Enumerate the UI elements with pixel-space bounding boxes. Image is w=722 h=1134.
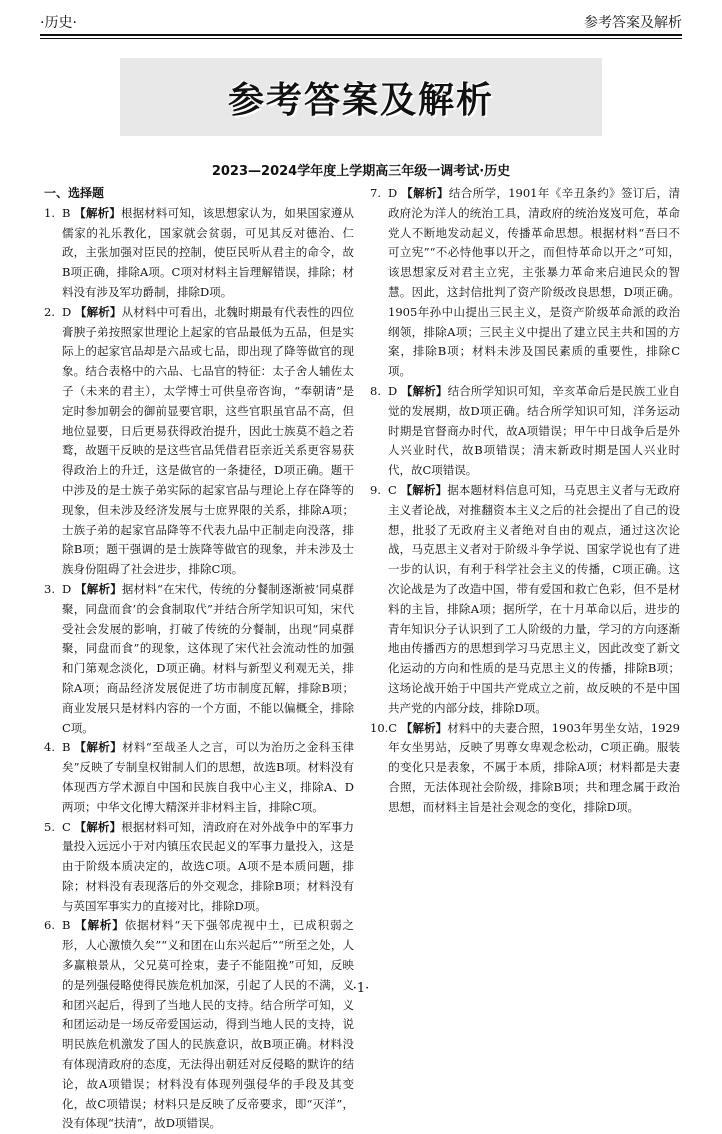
item-text: 结合所学知识可知，辛亥革命后是民族工业自觉的发展期，故D项正确。结合所学知识可知，洋务运动时期是官督商办时代，故A项错误；甲午中日战争后是外人兴业时代，故B项错误；清末新政时期是国人兴业时代，故C项错误。 bbox=[388, 383, 681, 478]
analysis-tag: 【解析】 bbox=[400, 720, 448, 735]
analysis-tag: 【解析】 bbox=[401, 383, 448, 398]
header-section-title: 参考答案及解析 bbox=[584, 15, 682, 31]
item-answer: D bbox=[62, 581, 72, 596]
item-text: 据本题材料信息可知，马克思主义者与无政府主义者论战，对推翻资本主义之后的社会提出了自己的设想，批驳了无政府主义者绝对自由的观点，通过这次论战，马克思主义者对于阶级斗争学说、国家学说也有了进一步的认识，有利于科学社会主义的传播，C项正确。这次论战是为了改造中国，带有爱国和救亡色彩，但不是材料的主旨，排除A项；据所学，在十月革命以后，进步的青年知识分子认识到了工人阶级的力量，学习的方向逐渐地由传播西方的思想到学习马克思主义，因此改变了新文化运动的方向和性质的是马克思主义的传播，排除B项；这场论战开始于中国共产党成立之前，故反映的不是中国共产党的内部分歧，排除D项。 bbox=[388, 482, 681, 715]
item-text: 材料“至哉圣人之言，可以为治历之金科玉律矣”反映了专制皇权钳制人们的思想，故选B项。材料没有体现西方学术源自中国和民族自我中心主义，排除A、D两项；中华文化博大精深并非材料主旨，排除C项。 bbox=[62, 740, 355, 814]
analysis-tag: 【解析】 bbox=[75, 918, 125, 933]
answer-item-5 bbox=[44, 818, 354, 917]
item-number: 4. bbox=[44, 740, 55, 755]
answer-item-7 bbox=[370, 184, 680, 382]
item-text: 据材料“在宋代，传统的分餐制逐渐被‘同桌群聚，同盘而食’的会食制取代”并结合所学知识可知，宋代受社会发展的影响，打破了传统的分餐制，出现“同桌群聚，同盘而食”的现象，这体现了宋代社会流动性的加强和门第观念淡化，D项正确。材料与新型义利观无关，排除A项；商品经济发展促进了坊市制度瓦解，排除B项；商业发展只是材料内容的一个方面，不能以偏概全，排除C项。 bbox=[62, 581, 354, 735]
analysis-tag: 【解析】 bbox=[401, 186, 449, 200]
item-number: 3. bbox=[44, 581, 55, 596]
section-heading: 一、选择题 bbox=[44, 186, 105, 200]
item-number: 2. bbox=[44, 304, 55, 319]
item-text: 依据材料“天下强邻虎视中土，已成积弱之形，人心激愤久矣”“义和团在山东兴起后”“所至之处，人多赢粮景从，父兄莫可拴束，妻子不能阻挽”可知，反映的是列强侵略使得民族危机加深，引起了人民的不满，义和团兴起后，得到了当地人民的支持。结合所学可知，义和团运动是一场反帝爱国运动，得到当地人民的支持，说明民族危机激发了国人的民族意识，故B项正确。材料没有体现清政府的态度，无法得出朝廷对反侵略的默许的结论，故A项错误；材料没有体现列强侵华的手段及其变化，故C项错误；材料只是反映了反帝要求，即“灭洋”，没有体现“扶清”，故D项错误。 bbox=[62, 918, 354, 1131]
item-answer: D bbox=[388, 383, 398, 398]
header-rule-thin bbox=[40, 38, 682, 39]
item-text: 结合所学，1901年《辛丑条约》签订后，清政府沦为洋人的统治工具，清政府的统治岌岌可危，革命党人不断地发动起义，传播革命思想。根据材料“吾曰不可立宪”“不必恃他事以开之，而但恃革命以开之”可知，该思想家反对君主立宪，主张暴力革命来启迪民众的智慧。因此，这封信批判了资产阶级改良思想，D项正确。1905年孙中山提出三民主义，是资产阶级革命派的政治纲领，排除A项；三民主义中提出了建立民主共和国的方案，排除B项；材料未涉及国民素质的重要性，排除C项。 bbox=[388, 186, 681, 379]
answer-item-3 bbox=[44, 580, 354, 738]
item-number: 8. bbox=[370, 383, 381, 398]
item-number: 10. bbox=[370, 720, 389, 735]
analysis-tag: 【解析】 bbox=[400, 482, 448, 497]
analysis-tag: 【解析】 bbox=[74, 740, 123, 755]
exam-subtitle: 2023—2024学年度上学期高三年级一调考试·历史 bbox=[211, 164, 511, 179]
item-number: 6. bbox=[44, 918, 55, 933]
answer-item-8 bbox=[370, 382, 680, 481]
analysis-tag: 【解析】 bbox=[74, 205, 121, 220]
title-banner bbox=[120, 58, 602, 136]
item-number: 1. bbox=[44, 205, 55, 220]
answer-item-6 bbox=[44, 916, 354, 1134]
answer-item-9 bbox=[370, 481, 680, 719]
item-number: 7. bbox=[370, 186, 381, 200]
item-answer: B bbox=[62, 205, 71, 220]
item-answer: B bbox=[62, 918, 71, 933]
header-subject: ·历史· bbox=[40, 15, 77, 31]
item-answer: B bbox=[62, 740, 71, 755]
answer-item-2 bbox=[44, 303, 354, 580]
item-text: 材料中的夫妻合照，1903年男坐女站，1929年女坐男站，反映了男尊女卑观念松动，C项正确。服装的变化只是表象，不属于本质，排除A项；材料都是夫妻合照，无法体现社会阶级，排除B项；共和理念属于政治思想，而材料主旨是社会观念的变化，排除D项。 bbox=[388, 720, 680, 814]
item-answer: D bbox=[62, 304, 72, 319]
item-text: 从材料中可看出，北魏时期最有代表性的四位膏腴子弟按照家世理论上起家的官品最低为五品，但是实际上的起家官品却是六品或七品，即出现了降等做官的现象。结合表格中的六品、七品官的特征：太子舍人辅佐太子（未来的君主），太学博士可供皇帝咨询，“奉朝请”是定时参加朝会的御前显要官职，这些官职虽官品不高，但地位显要，日后更易获得政治提升，因此士族莫不趋之若鹜，故题干反映的是这些官品凭借君臣亲近关系更容易获得政治上的升迁，这是做官的一条捷径，D项正确。题干中涉及的是士族子弟实际的起家官品与理论上存在降等的现象，但未涉及经济发展与士庶界限的关系，排除A项；士族子弟的起家官品降等不代表九品中正制走向没落，排除B项；题干强调的是士族降等做官的现象，并未涉及士族身份阻碍了社会进步，排除C项。 bbox=[62, 304, 355, 577]
item-answer: C bbox=[388, 720, 398, 735]
item-number: 9. bbox=[370, 482, 381, 497]
banner-title: 参考答案及解析 bbox=[227, 79, 494, 121]
item-text: 根据材料可知，清政府在对外战争中的军事力量投入远远小于对内镇压农民起义的军事力量投入，这是由于阶级本质决定的，故选C项。A项不是本质问题，排除；材料没有表现落后的外交观念，排除B项；材料没有与英国军事实力的直接对比，排除D项。 bbox=[62, 819, 355, 913]
item-number: 5. bbox=[44, 819, 55, 834]
analysis-tag: 【解析】 bbox=[74, 819, 122, 834]
answer-item-1 bbox=[44, 204, 354, 303]
item-text: 根据材料可知，该思想家认为，如果国家遵从儒家的礼乐教化，国家就会贫弱，可见其反对德治、仁政，主张加强对臣民的控制，使臣民听从君主的命令，故B项正确，排除A项。C项对材料主旨理解错误，排除；材料没有涉及军功爵制，排除D项。 bbox=[62, 205, 355, 299]
item-answer: C bbox=[388, 482, 397, 497]
analysis-tag: 【解析】 bbox=[75, 304, 122, 319]
item-answer: C bbox=[62, 819, 71, 834]
item-answer: D bbox=[388, 186, 398, 200]
page-number: ·1· bbox=[352, 981, 370, 996]
header-rule-thick bbox=[40, 34, 682, 36]
page-header bbox=[40, 8, 682, 32]
analysis-tag: 【解析】 bbox=[75, 581, 122, 596]
answer-item-10 bbox=[370, 719, 680, 818]
answer-item-4 bbox=[44, 738, 354, 817]
